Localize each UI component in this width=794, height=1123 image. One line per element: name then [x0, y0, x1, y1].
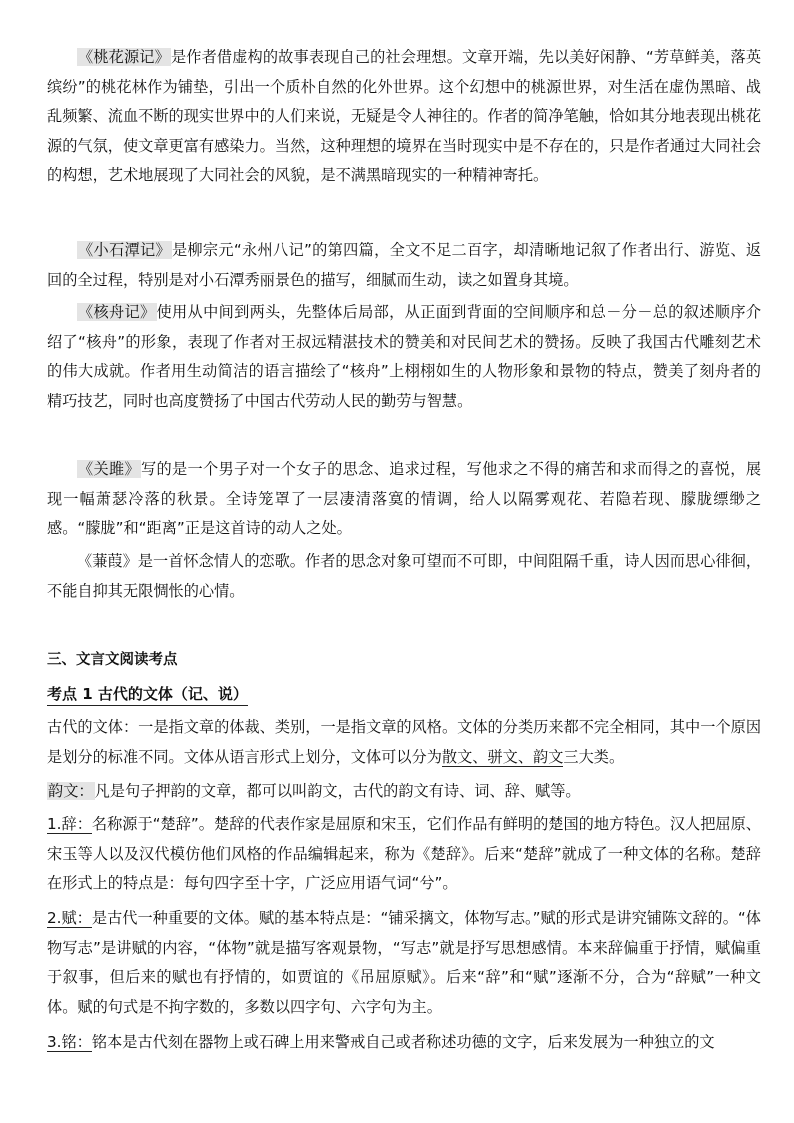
label-ming: 3.铭：	[47, 1033, 92, 1051]
paragraph-text: 是柳宗元“永州八记”的第四篇，全文不足二百字，却清晰地记叙了作者出行、游览、返回的全过程，特别是对小石潭秀丽景色的描写，细腻而生动，读之如置身其境。	[47, 241, 762, 289]
paragraph-ci	[47, 810, 761, 899]
paragraph-text: 《蒹葭》是一首怀念情人的恋歌。作者的思念对象可望而不可即，中间阻隔千重，诗人因而思心徘徊，不能自抑其无限惆怅的心情。	[47, 552, 761, 600]
paragraph-text: 是作者借虚构的故事表现自己的社会理想。文章开端，先以美好闲静、“芳草鲜美，落英缤纷”的桃花林作为铺垫，引出一个质朴自然的化外世界。这个幻想中的桃源世界，对生活在虚伪黑暗、战乱频繁、流血不断的现实世界中的人们来说，无疑是令人神往的。作者的简净笔触，恰如其分地表现出桃花源的气氛，使文章更富有感染力。当然，这种理想的境界在当时现实中是不存在的，只是作者通过大同社会的构想，艺术地展现了大同社会的风貌，是不满黑暗现实的一种精神寄托。	[47, 48, 762, 184]
paragraph-intro	[47, 713, 761, 772]
section-heading: 三、文言文阅读考点	[47, 652, 178, 668]
paragraph-taohuayuanji	[47, 43, 761, 191]
paragraph-jianjia	[47, 547, 761, 606]
paragraph-ming	[47, 1028, 761, 1058]
paragraph-fu	[47, 904, 761, 1022]
paragraph-hezhouji	[47, 298, 761, 416]
intro-text: 古代的文体：一是指文章的体裁、类别，一是指文章的风格。文体的分类历来都不完全相同，其中一个原因是划分的标准不同。文体从语言形式上划分，文体可以分为	[47, 718, 761, 766]
paragraph-xiaoshitanji	[47, 236, 761, 295]
intro-underlined-categories: 散文、骈文、韵文	[441, 747, 564, 766]
label-ci: 1.辞：	[47, 815, 92, 833]
title-xiaoshitanji: 《小石潭记》	[78, 241, 171, 259]
label-yunwen: 韵文：	[48, 782, 94, 800]
paragraph-text: 是古代一种重要的文体。赋的基本特点是：“铺采摛文，体物写志。”赋的形式是讲究铺陈文辞的。“体物写志”是讲赋的内容，“体物”就是描写客观景物，“写志”就是抒写思想感情。本来辞偏重于抒情，赋偏重于叙事，但后来的赋也有抒情的，如贾谊的《吊屈原赋》。后来“辞”和“赋”逐渐不分，合为“辞赋”一种文体。赋的句式是不拘字数的，多数以四字句、六字句为主。	[47, 909, 761, 1016]
title-taohuayuanji: 《桃花源记》	[78, 48, 170, 66]
title-guanju: 《关雎》	[78, 460, 141, 478]
paragraph-text: 名称源于“楚辞”。楚辞的代表作家是屈原和宋玉，它们作品有鲜明的楚国的地方特色。汉人把屈原、宋玉等人以及汉代模仿他们风格的作品编辑起来，称为《楚辞》。后来“楚辞”就成了一种文体的名称。楚辞在形式上的特点是：每句四字至十字，广泛应用语气词“兮”。	[47, 815, 761, 892]
title-hezhouji: 《核舟记》	[78, 303, 156, 321]
subsection-heading: 考点 1 古代的文体（记、说）	[47, 683, 248, 706]
paragraph-text: 凡是句子押韵的文章，都可以叫韵文，古代的韵文有诗、词、辞、赋等。	[94, 782, 581, 800]
paragraph-text: 使用从中间到两头，先整体后局部，从正面到背面的空间顺序和总－分－总的叙述顺序介绍了“核舟”的形象，表现了作者对王叔远精湛技术的赞美和对民间艺术的赞扬。反映了我国古代雕刻艺术的伟大成就。作者用生动简洁的语言描绘了“核舟”上栩栩如生的人物形象和景物的特点，赞美了刻舟者的精巧技艺，同时也高度赞扬了中国古代劳动人民的勤劳与智慧。	[47, 303, 762, 410]
intro-text-end: 三大类。	[563, 747, 625, 766]
paragraph-guanju	[47, 455, 761, 544]
paragraph-text: 写的是一个男子对一个女子的思念、追求过程，写他求之不得的痛苦和求而得之的喜悦，展现一幅萧瑟冷落的秋景。全诗笼罩了一层凄清落寞的情调，给人以隔雾观花、若隐若现、朦胧缥缈之感。“朦胧”和“距离”正是这首诗的动人之处。	[47, 460, 762, 537]
label-fu: 2.赋：	[47, 909, 92, 927]
paragraph-yunwen	[47, 777, 761, 807]
paragraph-text: 铭本是古代刻在器物上或石碑上用来警戒自己或者称述功德的文字，后来发展为一种独立的文	[91, 1033, 715, 1051]
